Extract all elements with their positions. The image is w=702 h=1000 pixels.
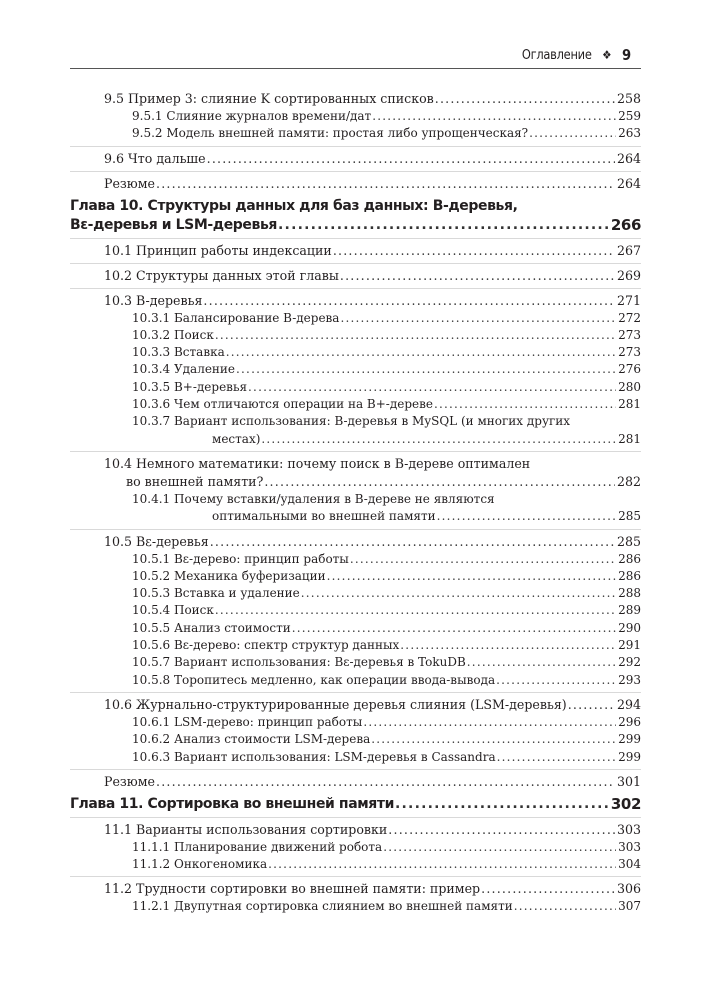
toc-entry-page: 294 bbox=[616, 696, 641, 712]
toc-entry-title: 10.5.2 Механика буферизации bbox=[132, 568, 327, 585]
toc-entry-page: 304 bbox=[618, 857, 641, 872]
toc-entry[interactable] bbox=[70, 379, 641, 396]
toc-entry[interactable] bbox=[70, 749, 641, 766]
toc-entry-title: 9.5.1 Слияние журналов времени/дат bbox=[132, 108, 372, 125]
toc-entry-page: 258 bbox=[616, 91, 641, 106]
leader-dots bbox=[333, 242, 615, 260]
toc-entry-page: 303 bbox=[618, 839, 641, 854]
toc-entry-title: 10.5.5 Анализ стоимости bbox=[132, 620, 292, 637]
leader-dots bbox=[434, 396, 616, 413]
toc-entry-page: 299 bbox=[618, 732, 641, 747]
toc-entry-title: 11.2.1 Двупутная сортировка слиянием во внешней памяти bbox=[132, 898, 514, 915]
toc-entry-page: 264 bbox=[616, 175, 641, 191]
toc-entry-title-line2: во внешней памяти? bbox=[126, 473, 264, 489]
toc-entry-page: 273 bbox=[618, 345, 641, 360]
toc-entry-title: 9.5 Пример 3: слияние K сортированных списков bbox=[104, 91, 434, 106]
toc-entry-title-line1: 10.3.7 Вариант использования: B-деревья в MySQL (и многих других bbox=[132, 414, 571, 429]
separator bbox=[70, 238, 641, 239]
toc-entry-page: 301 bbox=[616, 773, 641, 789]
leader-dots bbox=[210, 533, 615, 551]
toc-entry[interactable] bbox=[70, 672, 641, 689]
toc-entry-title: 10.5.1 Bε-дерево: принцип работы bbox=[132, 551, 350, 568]
toc-entry-title: 10.2 Структуры данных этой главы bbox=[104, 267, 339, 283]
toc-entry-title: 11.1.1 Планирование движений робота bbox=[132, 839, 383, 856]
toc-entry-page: 282 bbox=[616, 473, 641, 489]
toc-entry-title: Резюме bbox=[104, 175, 156, 191]
leader-dots bbox=[278, 216, 609, 235]
toc-entry-title: 10.3.2 Поиск bbox=[132, 327, 215, 344]
toc-entry[interactable] bbox=[70, 150, 641, 168]
toc-entry[interactable] bbox=[70, 125, 641, 142]
toc-entry-page: 285 bbox=[616, 533, 641, 549]
leader-dots bbox=[496, 672, 616, 689]
toc-entry-title: 10.3.5 B+-деревья bbox=[132, 379, 248, 396]
leader-dots bbox=[226, 344, 616, 361]
toc-entry-page: 296 bbox=[618, 714, 641, 729]
header-right bbox=[522, 46, 631, 64]
toc-entry-title: 11.1.2 Онкогеномика bbox=[132, 856, 268, 873]
leader-dots bbox=[497, 749, 616, 766]
toc-entry[interactable] bbox=[70, 637, 641, 654]
leader-dots bbox=[383, 839, 616, 856]
toc-entry[interactable] bbox=[70, 310, 641, 327]
leader-dots bbox=[363, 714, 616, 731]
toc-entry-page: 288 bbox=[618, 586, 641, 601]
toc-entry-title: 10.6.2 Анализ стоимости LSM-дерева bbox=[132, 731, 371, 748]
toc-entry-page: 271 bbox=[616, 292, 641, 308]
toc-entry[interactable] bbox=[70, 773, 641, 791]
toc-chapter-11[interactable] bbox=[70, 795, 641, 814]
toc-entry-title: 10.5.7 Вариант использования: Bε-деревья в TokuDB bbox=[132, 654, 467, 671]
leader-dots bbox=[514, 898, 616, 915]
toc-entry-page: 286 bbox=[618, 551, 641, 566]
toc-entry[interactable] bbox=[70, 620, 641, 637]
toc-entry-title: 10.1 Принцип работы индексации bbox=[104, 242, 332, 258]
leader-dots bbox=[261, 431, 616, 448]
toc-entry-title: 11.2 Трудности сортировки во внешней памяти: пример bbox=[104, 881, 481, 897]
toc-entry-page: 269 bbox=[616, 267, 641, 283]
header-page-number: 9 bbox=[622, 46, 631, 64]
toc-entry-page: 264 bbox=[616, 150, 641, 166]
toc-entry[interactable] bbox=[70, 898, 641, 915]
toc-entry-title: 10.3.3 Вставка bbox=[132, 344, 226, 361]
leader-dots bbox=[388, 821, 615, 839]
leader-dots bbox=[301, 585, 616, 602]
toc-entry-page: 273 bbox=[618, 327, 641, 342]
toc-entry[interactable] bbox=[70, 856, 641, 873]
toc-entry-page: 289 bbox=[618, 603, 641, 618]
chapter-title-line1: Глава 10. Структуры данных для баз данных: B-деревья, bbox=[70, 197, 518, 214]
toc-entry[interactable] bbox=[70, 533, 641, 551]
leader-dots bbox=[207, 150, 615, 168]
toc-entry-page: 286 bbox=[618, 568, 641, 583]
toc-entry[interactable] bbox=[70, 175, 641, 193]
running-header bbox=[70, 44, 641, 69]
leader-dots bbox=[215, 327, 616, 344]
separator bbox=[70, 817, 641, 818]
leader-dots bbox=[215, 602, 616, 619]
separator bbox=[70, 769, 641, 770]
toc-entry[interactable] bbox=[70, 455, 641, 491]
toc-entry-page: 292 bbox=[618, 655, 641, 670]
leader-dots bbox=[395, 795, 609, 814]
table-of-contents bbox=[70, 90, 641, 916]
toc-entry[interactable] bbox=[70, 242, 641, 260]
toc-entry-title: 10.6 Журнально-структурированные деревья слияния (LSM-деревья) bbox=[104, 696, 567, 712]
toc-entry-title: Резюме bbox=[104, 773, 156, 789]
separator bbox=[70, 692, 641, 693]
toc-entry-title-line1: 10.4.1 Почему вставки/удаления в B-дереве не являются bbox=[132, 491, 495, 506]
toc-entry-title: 9.6 Что дальше bbox=[104, 150, 206, 166]
toc-entry-page: 285 bbox=[618, 509, 641, 524]
toc-entry[interactable] bbox=[70, 602, 641, 619]
toc-entry[interactable] bbox=[70, 880, 641, 898]
toc-entry-title: 10.6.3 Вариант использования: LSM-деревья в Cassandra bbox=[132, 749, 497, 766]
toc-entry[interactable] bbox=[70, 568, 641, 585]
leader-dots bbox=[371, 731, 616, 748]
toc-entry[interactable] bbox=[70, 292, 641, 310]
toc-entry-title: 10.5 Bε-деревья bbox=[104, 533, 209, 549]
toc-entry-title: 10.5.3 Вставка и удаление bbox=[132, 585, 301, 602]
toc-entry[interactable] bbox=[70, 654, 641, 671]
chapter-title-line2: Bε-деревья и LSM-деревья bbox=[70, 216, 278, 233]
toc-entry[interactable] bbox=[70, 361, 641, 378]
toc-entry-title: 10.3.6 Чем отличаются операции на B+-дереве bbox=[132, 396, 434, 413]
leader-dots bbox=[236, 361, 616, 378]
toc-entry-page: 291 bbox=[618, 638, 641, 653]
toc-entry[interactable] bbox=[70, 90, 641, 108]
leader-dots bbox=[400, 637, 616, 654]
separator bbox=[70, 288, 641, 289]
toc-entry-title-line1: 10.4 Немного математики: почему поиск в B-дереве оптимален bbox=[104, 455, 531, 471]
toc-entry-title: 10.5.4 Поиск bbox=[132, 602, 215, 619]
leader-dots bbox=[350, 551, 616, 568]
toc-chapter-10[interactable] bbox=[70, 197, 641, 235]
toc-entry[interactable] bbox=[70, 585, 641, 602]
toc-entry-page: 263 bbox=[618, 126, 641, 141]
separator bbox=[70, 451, 641, 452]
toc-entry-page: 303 bbox=[616, 821, 641, 837]
leader-dots bbox=[156, 773, 615, 791]
leader-dots bbox=[264, 473, 615, 491]
separator bbox=[70, 171, 641, 172]
toc-entry[interactable] bbox=[70, 344, 641, 361]
leader-dots bbox=[437, 508, 616, 525]
leader-dots bbox=[340, 310, 616, 327]
toc-entry[interactable] bbox=[70, 413, 641, 448]
toc-entry-page: 280 bbox=[618, 379, 641, 394]
toc-entry-page: 281 bbox=[618, 397, 641, 412]
leader-dots bbox=[156, 175, 615, 193]
toc-entry-page: 259 bbox=[618, 109, 641, 123]
header-section-title: Оглавление bbox=[521, 47, 592, 63]
toc-entry-title: 10.5.6 Bε-дерево: спектр структур данных bbox=[132, 637, 400, 654]
toc-entry[interactable] bbox=[70, 491, 641, 526]
toc-entry-page: 272 bbox=[618, 310, 641, 325]
separator bbox=[70, 529, 641, 530]
leader-dots bbox=[467, 654, 616, 671]
toc-entry[interactable] bbox=[70, 821, 641, 839]
toc-entry-title: 10.5.8 Торопитесь медленно, как операции ввода-вывода bbox=[132, 672, 496, 689]
leader-dots bbox=[268, 856, 616, 873]
toc-entry-title: 11.1 Варианты использования сортировки bbox=[104, 821, 388, 837]
toc-entry-title: 10.6.1 LSM-дерево: принцип работы bbox=[132, 714, 363, 731]
toc-entry[interactable] bbox=[70, 267, 641, 285]
toc-entry[interactable] bbox=[70, 396, 641, 413]
toc-entry-title-line2: оптимальными во внешней памяти bbox=[212, 508, 437, 525]
toc-entry-page: 267 bbox=[616, 242, 641, 258]
toc-entry-page: 281 bbox=[618, 431, 641, 446]
toc-entry-page: 302 bbox=[610, 794, 641, 813]
toc-entry-page: 306 bbox=[616, 881, 641, 897]
toc-entry[interactable] bbox=[70, 731, 641, 748]
separator bbox=[70, 146, 641, 147]
leader-dots bbox=[481, 880, 615, 898]
toc-entry[interactable] bbox=[70, 714, 641, 731]
toc-entry-title: 9.5.2 Модель внешней памяти: простая либо упрощенческая? bbox=[132, 125, 529, 142]
leader-dots bbox=[248, 379, 616, 396]
toc-entry-page: 299 bbox=[618, 749, 641, 764]
separator bbox=[70, 876, 641, 877]
leader-dots bbox=[292, 620, 616, 637]
chapter-title: Глава 11. Сортировка во внешней памяти bbox=[70, 795, 395, 812]
toc-entry[interactable] bbox=[70, 839, 641, 856]
toc-entry-page: 293 bbox=[618, 672, 641, 687]
toc-entry[interactable] bbox=[70, 696, 641, 714]
toc-entry-page: 276 bbox=[618, 362, 641, 377]
leader-dots bbox=[435, 90, 615, 108]
leader-dots bbox=[327, 568, 616, 585]
toc-entry-title: 10.3 B-деревья bbox=[104, 292, 203, 308]
leader-dots bbox=[372, 108, 616, 125]
toc-entry-page: 290 bbox=[618, 620, 641, 635]
leader-dots bbox=[529, 125, 616, 142]
toc-entry-title-line2: местах) bbox=[212, 431, 261, 448]
leader-dots bbox=[340, 267, 615, 285]
toc-entry[interactable] bbox=[70, 108, 641, 125]
leader-dots bbox=[203, 292, 615, 310]
toc-entry-page: 307 bbox=[618, 899, 641, 914]
diamond-ornament-icon: ❖ bbox=[602, 48, 612, 62]
toc-entry-page: 266 bbox=[610, 215, 641, 234]
toc-entry[interactable] bbox=[70, 327, 641, 344]
toc-entry-title: 10.3.4 Удаление bbox=[132, 361, 236, 378]
toc-entry-title: 10.3.1 Балансирование B-дерева bbox=[132, 310, 340, 327]
toc-entry[interactable] bbox=[70, 551, 641, 568]
leader-dots bbox=[568, 696, 615, 714]
separator bbox=[70, 263, 641, 264]
